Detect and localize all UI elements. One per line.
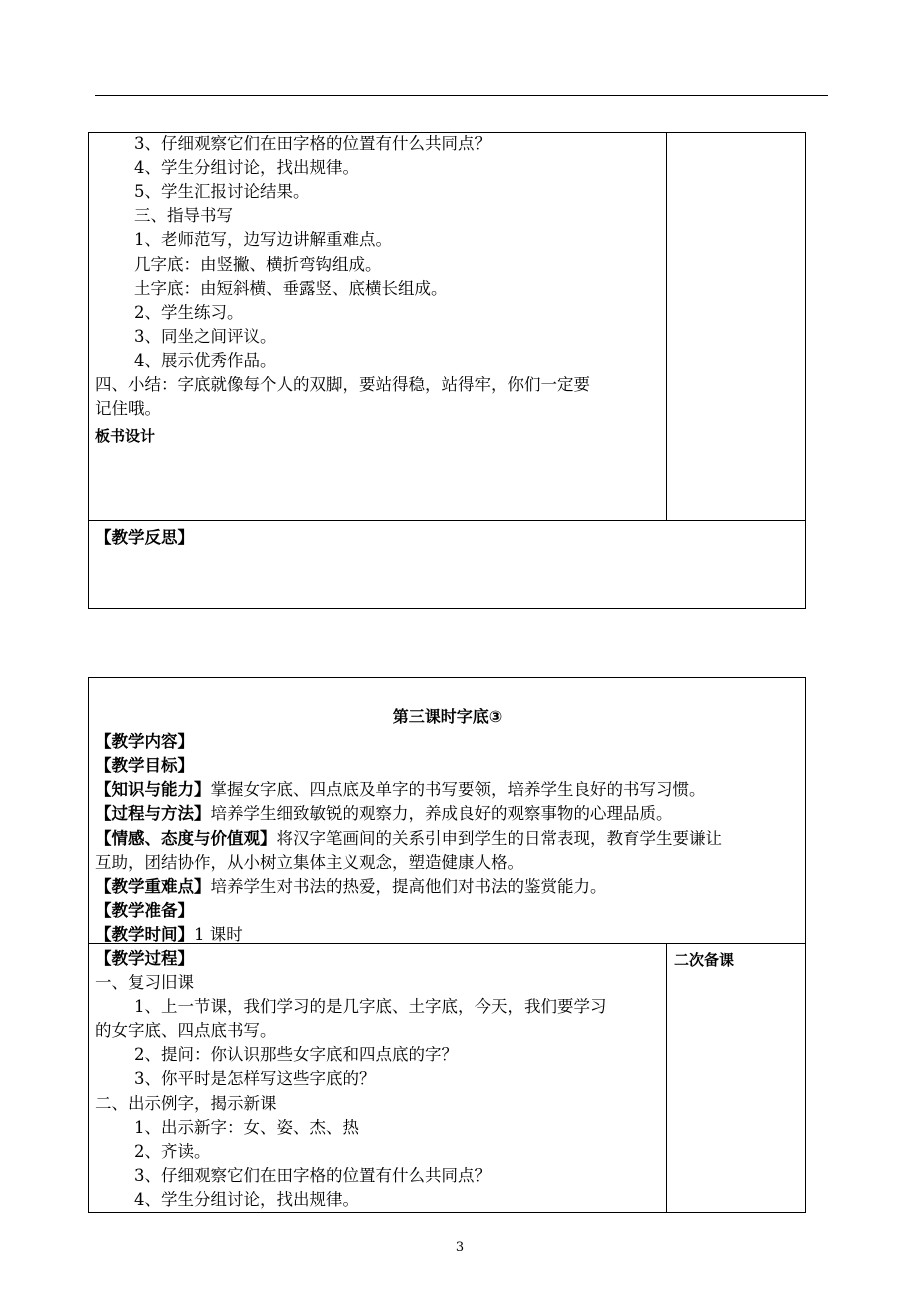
lesson-title: 第三课时字底③ — [392, 707, 503, 726]
key-difficulty — [95, 875, 607, 899]
procedure-step: 一、复习旧课 — [95, 973, 194, 992]
reflection-label: 【教学反思】 — [95, 528, 194, 547]
key-text: 培养学生对书法的热爱，提高他们对书法的鉴赏能力。 — [210, 877, 607, 896]
lesson-step: 3、同坐之间评议。 — [134, 327, 277, 346]
knowledge-label: 【知识与能力】 — [95, 780, 211, 799]
emotion-goal-continued: 互助，团结协作，从小树立集体主义观念，塑造健康人格。 — [95, 853, 524, 872]
emotion-label: 【情感、态度与价值观】 — [95, 829, 277, 848]
table-row-divider — [88, 520, 806, 521]
knowledge-goal — [95, 778, 706, 802]
table-column-divider — [666, 132, 667, 521]
process-label: 【过程与方法】 — [95, 804, 211, 823]
process-goal — [95, 802, 673, 826]
process-text: 培养学生细致敏锐的观察力，养成良好的观察事物的心理品质。 — [210, 804, 673, 823]
procedure-label: 【教学过程】 — [95, 949, 194, 968]
table-column-divider — [666, 943, 667, 1213]
procedure-step: 的女字底、四点底书写。 — [95, 1021, 277, 1040]
goal-label: 【教学目标】 — [95, 756, 194, 775]
emotion-text: 将汉字笔画间的关系引申到学生的日常表现，教育学生要谦让 — [276, 829, 722, 848]
procedure-step: 1、出示新字：女、姿、杰、热 — [134, 1118, 359, 1137]
content-label: 【教学内容】 — [95, 732, 194, 751]
board-design-label: 板书设计 — [95, 427, 156, 445]
header-rule — [95, 95, 828, 96]
lesson-summary: 记住哦。 — [95, 399, 161, 418]
teaching-time — [95, 923, 243, 947]
procedure-step: 1、上一节课，我们学习的是几字底、土字底，今天，我们要学习 — [134, 997, 607, 1016]
lesson-step: 4、展示优秀作品。 — [134, 351, 277, 370]
lesson-step: 土字底：由短斜横、垂露竖、底横长组成。 — [134, 279, 448, 298]
knowledge-text: 掌握女字底、四点底及单字的书写要领，培养学生良好的书写习惯。 — [210, 780, 706, 799]
lesson-step: 1、老师范写，边写边讲解重难点。 — [134, 230, 392, 249]
lesson-step: 2、学生练习。 — [134, 303, 244, 322]
lesson-step: 3、仔细观察它们在田字格的位置有什么共同点？ — [134, 134, 491, 153]
procedure-step: 3、你平时是怎样写这些字底的？ — [134, 1069, 376, 1088]
page-number: 3 — [455, 1240, 465, 1255]
lesson-step: 4、学生分组讨论，找出规律。 — [134, 158, 359, 177]
lesson-summary: 四、小结：字底就像每个人的双脚，要站得稳，站得牢，你们一定要 — [95, 375, 590, 394]
lesson-step: 三、指导书写 — [134, 206, 233, 225]
time-text: 1 课时 — [194, 925, 243, 944]
prep-label: 【教学准备】 — [95, 901, 194, 920]
lesson-step: 5、学生汇报讨论结果。 — [134, 182, 310, 201]
time-label: 【教学时间】 — [95, 925, 194, 944]
key-label: 【教学重难点】 — [95, 877, 211, 896]
procedure-step: 二、出示例字，揭示新课 — [95, 1094, 277, 1113]
lesson-step: 几字底：由竖撇、横折弯钩组成。 — [134, 255, 382, 274]
procedure-step: 4、学生分组讨论，找出规律。 — [134, 1190, 359, 1209]
emotion-goal — [95, 827, 722, 851]
second-prep-label: 二次备课 — [674, 951, 735, 969]
procedure-step: 2、齐读。 — [134, 1142, 211, 1161]
procedure-step: 3、仔细观察它们在田字格的位置有什么共同点？ — [134, 1166, 491, 1185]
procedure-step: 2、提问：你认识那些女字底和四点底的字？ — [134, 1045, 458, 1064]
